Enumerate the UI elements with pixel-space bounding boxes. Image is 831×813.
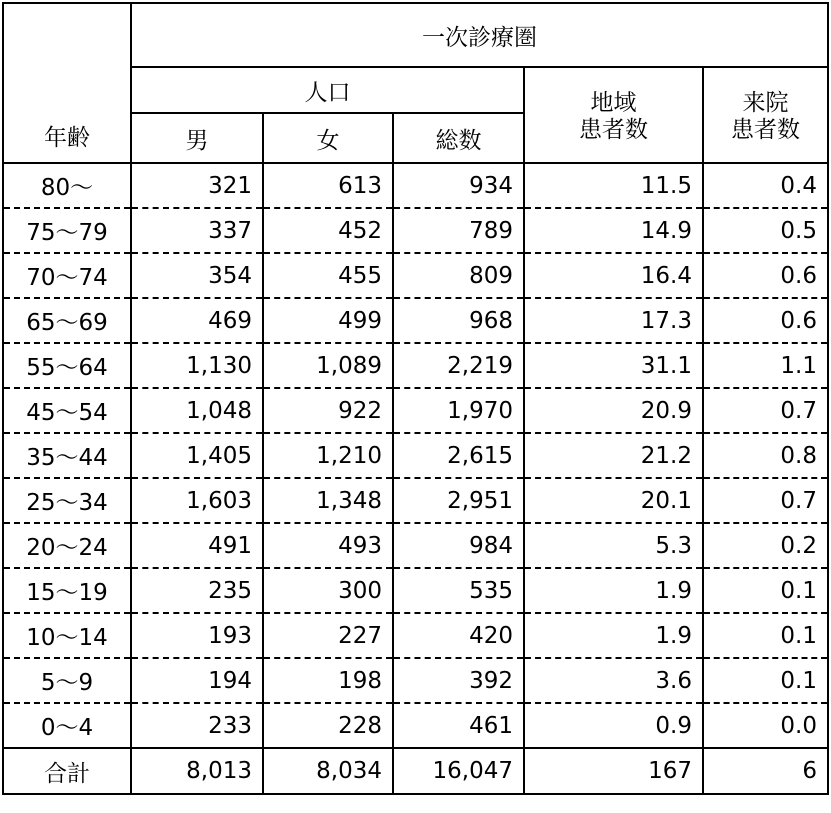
male-cell: 1,130 bbox=[131, 343, 263, 388]
regional-cell: 14.9 bbox=[524, 208, 703, 253]
table-wrapper bbox=[2, 2, 829, 795]
age-cell: 20～24 bbox=[3, 523, 131, 568]
male-cell: 321 bbox=[131, 163, 263, 208]
visits-cell: 1.1 bbox=[703, 343, 828, 388]
male-cell: 1,048 bbox=[131, 388, 263, 433]
female-cell: 227 bbox=[263, 613, 393, 658]
female-cell: 455 bbox=[263, 253, 393, 298]
total-cell: 809 bbox=[393, 253, 524, 298]
regional-cell: 3.6 bbox=[524, 658, 703, 703]
population-header: 人口 bbox=[131, 67, 524, 113]
visits-cell: 0.6 bbox=[703, 298, 828, 343]
table-row bbox=[3, 613, 828, 658]
visits-cell: 0.1 bbox=[703, 568, 828, 613]
female-cell: 1,348 bbox=[263, 478, 393, 523]
male-cell: 1,405 bbox=[131, 433, 263, 478]
female-cell: 922 bbox=[263, 388, 393, 433]
total-cell: 1,970 bbox=[393, 388, 524, 433]
age-cell: 45～54 bbox=[3, 388, 131, 433]
male-cell: 491 bbox=[131, 523, 263, 568]
visits-cell: 0.0 bbox=[703, 703, 828, 748]
male-cell: 235 bbox=[131, 568, 263, 613]
table-row bbox=[3, 478, 828, 523]
header-row-1 bbox=[3, 3, 828, 67]
population-table bbox=[2, 2, 829, 795]
table-row bbox=[3, 523, 828, 568]
total-regional-cell: 167 bbox=[524, 748, 703, 794]
total-cell: 968 bbox=[393, 298, 524, 343]
female-header: 女 bbox=[263, 113, 393, 163]
table-row bbox=[3, 568, 828, 613]
male-cell: 193 bbox=[131, 613, 263, 658]
age-cell: 55～64 bbox=[3, 343, 131, 388]
female-cell: 493 bbox=[263, 523, 393, 568]
regional-cell: 1.9 bbox=[524, 613, 703, 658]
female-cell: 499 bbox=[263, 298, 393, 343]
visit-header-line2: 患者数 bbox=[731, 117, 800, 143]
table-row bbox=[3, 208, 828, 253]
regional-patients-header bbox=[524, 67, 703, 163]
male-header: 男 bbox=[131, 113, 263, 163]
total-cell: 2,951 bbox=[393, 478, 524, 523]
total-female-cell: 8,034 bbox=[263, 748, 393, 794]
table-row bbox=[3, 388, 828, 433]
male-cell: 354 bbox=[131, 253, 263, 298]
total-cell: 984 bbox=[393, 523, 524, 568]
age-cell: 75～79 bbox=[3, 208, 131, 253]
male-cell: 1,603 bbox=[131, 478, 263, 523]
visits-cell: 0.6 bbox=[703, 253, 828, 298]
table-row bbox=[3, 703, 828, 748]
age-cell: 70～74 bbox=[3, 253, 131, 298]
male-cell: 337 bbox=[131, 208, 263, 253]
total-cell: 2,219 bbox=[393, 343, 524, 388]
visits-cell: 0.2 bbox=[703, 523, 828, 568]
male-cell: 233 bbox=[131, 703, 263, 748]
group-header: 一次診療圏 bbox=[131, 3, 828, 67]
age-cell: 15～19 bbox=[3, 568, 131, 613]
total-visits-cell: 6 bbox=[703, 748, 828, 794]
total-cell: 2,615 bbox=[393, 433, 524, 478]
visit-patients-header bbox=[703, 67, 828, 163]
visits-cell: 0.8 bbox=[703, 433, 828, 478]
total-header: 総数 bbox=[393, 113, 524, 163]
age-cell: 10～14 bbox=[3, 613, 131, 658]
female-cell: 228 bbox=[263, 703, 393, 748]
female-cell: 198 bbox=[263, 658, 393, 703]
regional-cell: 1.9 bbox=[524, 568, 703, 613]
regional-cell: 16.4 bbox=[524, 253, 703, 298]
visits-cell: 0.7 bbox=[703, 478, 828, 523]
age-cell: 0～4 bbox=[3, 703, 131, 748]
visits-cell: 0.5 bbox=[703, 208, 828, 253]
total-row-label: 合計 bbox=[3, 748, 131, 794]
female-cell: 1,089 bbox=[263, 343, 393, 388]
table-row bbox=[3, 343, 828, 388]
table-row bbox=[3, 433, 828, 478]
female-cell: 300 bbox=[263, 568, 393, 613]
regional-cell: 21.2 bbox=[524, 433, 703, 478]
table-row bbox=[3, 253, 828, 298]
total-cell: 934 bbox=[393, 163, 524, 208]
female-cell: 613 bbox=[263, 163, 393, 208]
regional-cell: 11.5 bbox=[524, 163, 703, 208]
regional-header-line2: 患者数 bbox=[579, 117, 648, 143]
male-cell: 469 bbox=[131, 298, 263, 343]
regional-cell: 20.9 bbox=[524, 388, 703, 433]
total-cell: 420 bbox=[393, 613, 524, 658]
female-cell: 452 bbox=[263, 208, 393, 253]
age-cell: 5～9 bbox=[3, 658, 131, 703]
age-cell: 80～ bbox=[3, 163, 131, 208]
table-row bbox=[3, 658, 828, 703]
visits-cell: 0.1 bbox=[703, 658, 828, 703]
total-male-cell: 8,013 bbox=[131, 748, 263, 794]
age-header: 年齢 bbox=[3, 3, 131, 163]
table-row bbox=[3, 298, 828, 343]
total-cell: 535 bbox=[393, 568, 524, 613]
male-cell: 194 bbox=[131, 658, 263, 703]
regional-cell: 20.1 bbox=[524, 478, 703, 523]
visits-cell: 0.7 bbox=[703, 388, 828, 433]
regional-cell: 5.3 bbox=[524, 523, 703, 568]
regional-cell: 31.1 bbox=[524, 343, 703, 388]
regional-header-line1: 地域 bbox=[590, 90, 637, 116]
age-cell: 65～69 bbox=[3, 298, 131, 343]
regional-cell: 17.3 bbox=[524, 298, 703, 343]
female-cell: 1,210 bbox=[263, 433, 393, 478]
visits-cell: 0.4 bbox=[703, 163, 828, 208]
visit-header-line1: 来院 bbox=[742, 90, 789, 116]
age-cell: 25～34 bbox=[3, 478, 131, 523]
table-row bbox=[3, 163, 828, 208]
regional-cell: 0.9 bbox=[524, 703, 703, 748]
age-cell: 35～44 bbox=[3, 433, 131, 478]
total-total-cell: 16,047 bbox=[393, 748, 524, 794]
total-row bbox=[3, 748, 828, 794]
total-cell: 392 bbox=[393, 658, 524, 703]
total-cell: 789 bbox=[393, 208, 524, 253]
visits-cell: 0.1 bbox=[703, 613, 828, 658]
total-cell: 461 bbox=[393, 703, 524, 748]
